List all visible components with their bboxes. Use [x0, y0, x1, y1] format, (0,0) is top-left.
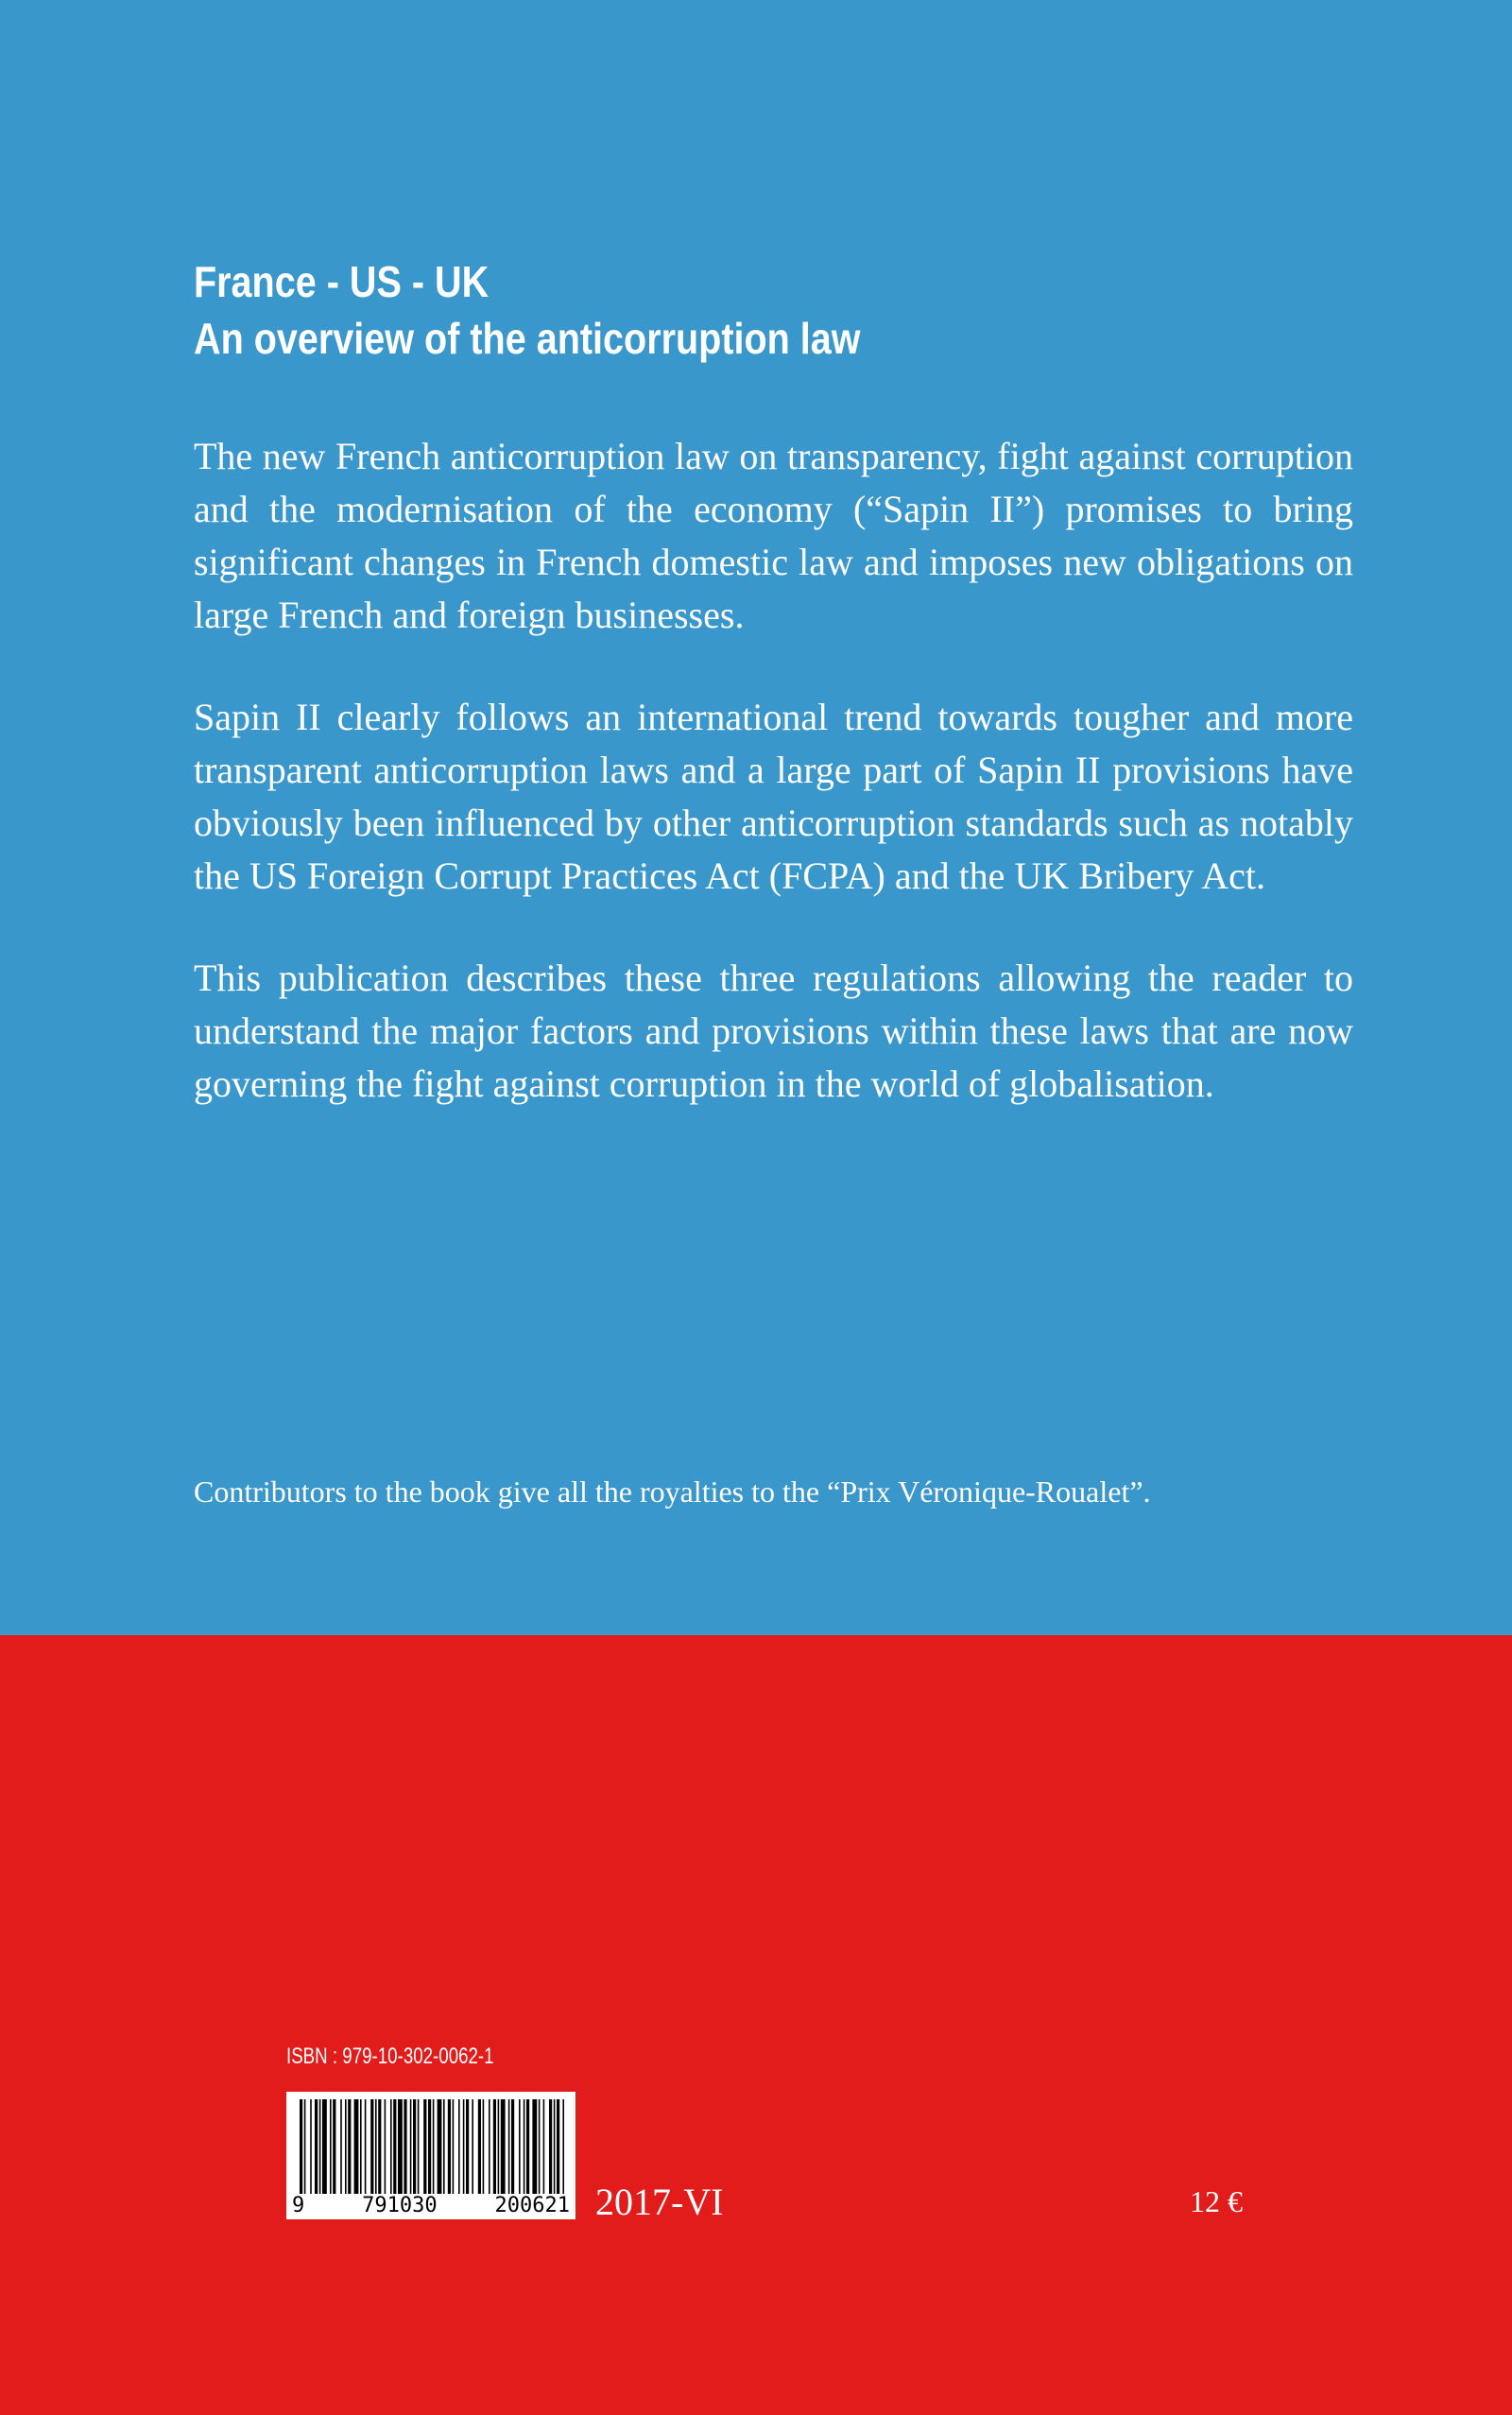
blurb-text	[194, 430, 1353, 1160]
barcode-bar	[508, 2099, 510, 2194]
barcode-bar	[478, 2099, 481, 2194]
book-heading	[194, 253, 1185, 367]
barcode-bar	[498, 2099, 500, 2194]
barcode-digits-left: 791030	[362, 2194, 438, 2217]
blurb-paragraph-1: The new French anticorruption law on transparency, fight against corruption and the modernisation of the economy (“Sapin II”) promises to bring significant changes in French domestic law and imposes new obligations on large French and foreign businesses.	[194, 435, 1353, 636]
barcode-digit-lead: 9	[292, 2194, 305, 2217]
barcode-bar	[466, 2099, 469, 2194]
barcode-bar	[443, 2099, 445, 2194]
barcode-bar	[438, 2099, 442, 2194]
barcode-bar	[453, 2099, 455, 2194]
barcode-bar	[370, 2099, 373, 2194]
barcode-bar	[315, 2099, 318, 2194]
barcode-bar	[489, 2099, 490, 2194]
barcode-bar	[532, 2099, 537, 2194]
barcode-bar	[543, 2099, 545, 2194]
barcode-bar	[390, 2099, 392, 2194]
barcode-bar	[378, 2099, 381, 2194]
barcode-bar	[519, 2099, 521, 2194]
barcode-bar	[539, 2099, 541, 2194]
barcode-bar	[483, 2099, 485, 2194]
barcode-bar	[549, 2099, 552, 2194]
barcode-bar	[310, 2099, 312, 2194]
barcode-bar	[463, 2099, 465, 2194]
barcode-bar	[360, 2099, 362, 2194]
barcode-bar	[330, 2099, 332, 2194]
barcode-bar	[398, 2099, 403, 2194]
barcode-digits-right: 200621	[494, 2194, 570, 2217]
barcode-bar	[304, 2099, 306, 2194]
barcode-bar	[418, 2099, 420, 2194]
barcode-bar	[365, 2099, 367, 2194]
barcode-bar	[557, 2099, 559, 2194]
barcode-bar	[300, 2099, 302, 2194]
barcode-digits	[286, 2194, 576, 2217]
barcode-bar	[393, 2099, 396, 2194]
blurb-paragraph-2: Sapin II clearly follows an international trend towards tougher and more transparent anticorruption laws and a large part of Sapin II provisions have obviously been influenced by other anticorruption standards such as notably the US Foreign Corrupt Practices Act (FCPA) and the UK Bribery Act.	[194, 696, 1353, 897]
edition-code: 2017-VI	[595, 2181, 724, 2223]
barcode-bar	[433, 2099, 435, 2194]
barcode-bar	[448, 2099, 451, 2194]
heading-line-1: France - US - UK	[194, 257, 490, 306]
barcode-bar	[428, 2099, 431, 2194]
barcode-bar	[319, 2099, 321, 2194]
blurb-paragraph-3: This publication describes these three regulations allowing the reader to understand the major factors and provisions within these laws that are now governing the fight against corruption in the world of globalisation.	[194, 957, 1353, 1105]
isbn-label: ISBN : 979-10-302-0062-1	[286, 2044, 494, 2069]
barcode-bar	[501, 2099, 506, 2194]
royalties-note: Contributors to the book give all the royalties to the “Prix Véronique-Roualet”.	[194, 1475, 1151, 1509]
barcode-bar	[340, 2099, 342, 2194]
heading-line-2: An overview of the anticorruption law	[194, 314, 861, 363]
barcode-bar	[404, 2099, 406, 2194]
barcode-bar	[322, 2099, 327, 2194]
barcode-bar	[413, 2099, 416, 2194]
barcode-bar	[472, 2099, 473, 2194]
barcode-bar	[354, 2099, 359, 2194]
barcode-bar	[554, 2099, 556, 2194]
price-label: 12 €	[1190, 2184, 1243, 2218]
barcode-bar	[333, 2099, 335, 2194]
barcode-bar	[526, 2099, 529, 2194]
barcode-bar	[345, 2099, 347, 2194]
barcode	[286, 2092, 576, 2219]
barcode-bar	[375, 2099, 377, 2194]
barcode-bar	[511, 2099, 514, 2194]
barcode-bar	[562, 2099, 564, 2194]
barcode-bar	[385, 2099, 387, 2194]
barcode-bar	[524, 2099, 525, 2194]
barcode-bar	[493, 2099, 496, 2194]
barcode-bar	[423, 2099, 426, 2194]
barcode-bar	[348, 2099, 351, 2194]
bottom-panel	[0, 1635, 1512, 2415]
barcode-bar	[458, 2099, 460, 2194]
barcode-bar	[410, 2099, 412, 2194]
